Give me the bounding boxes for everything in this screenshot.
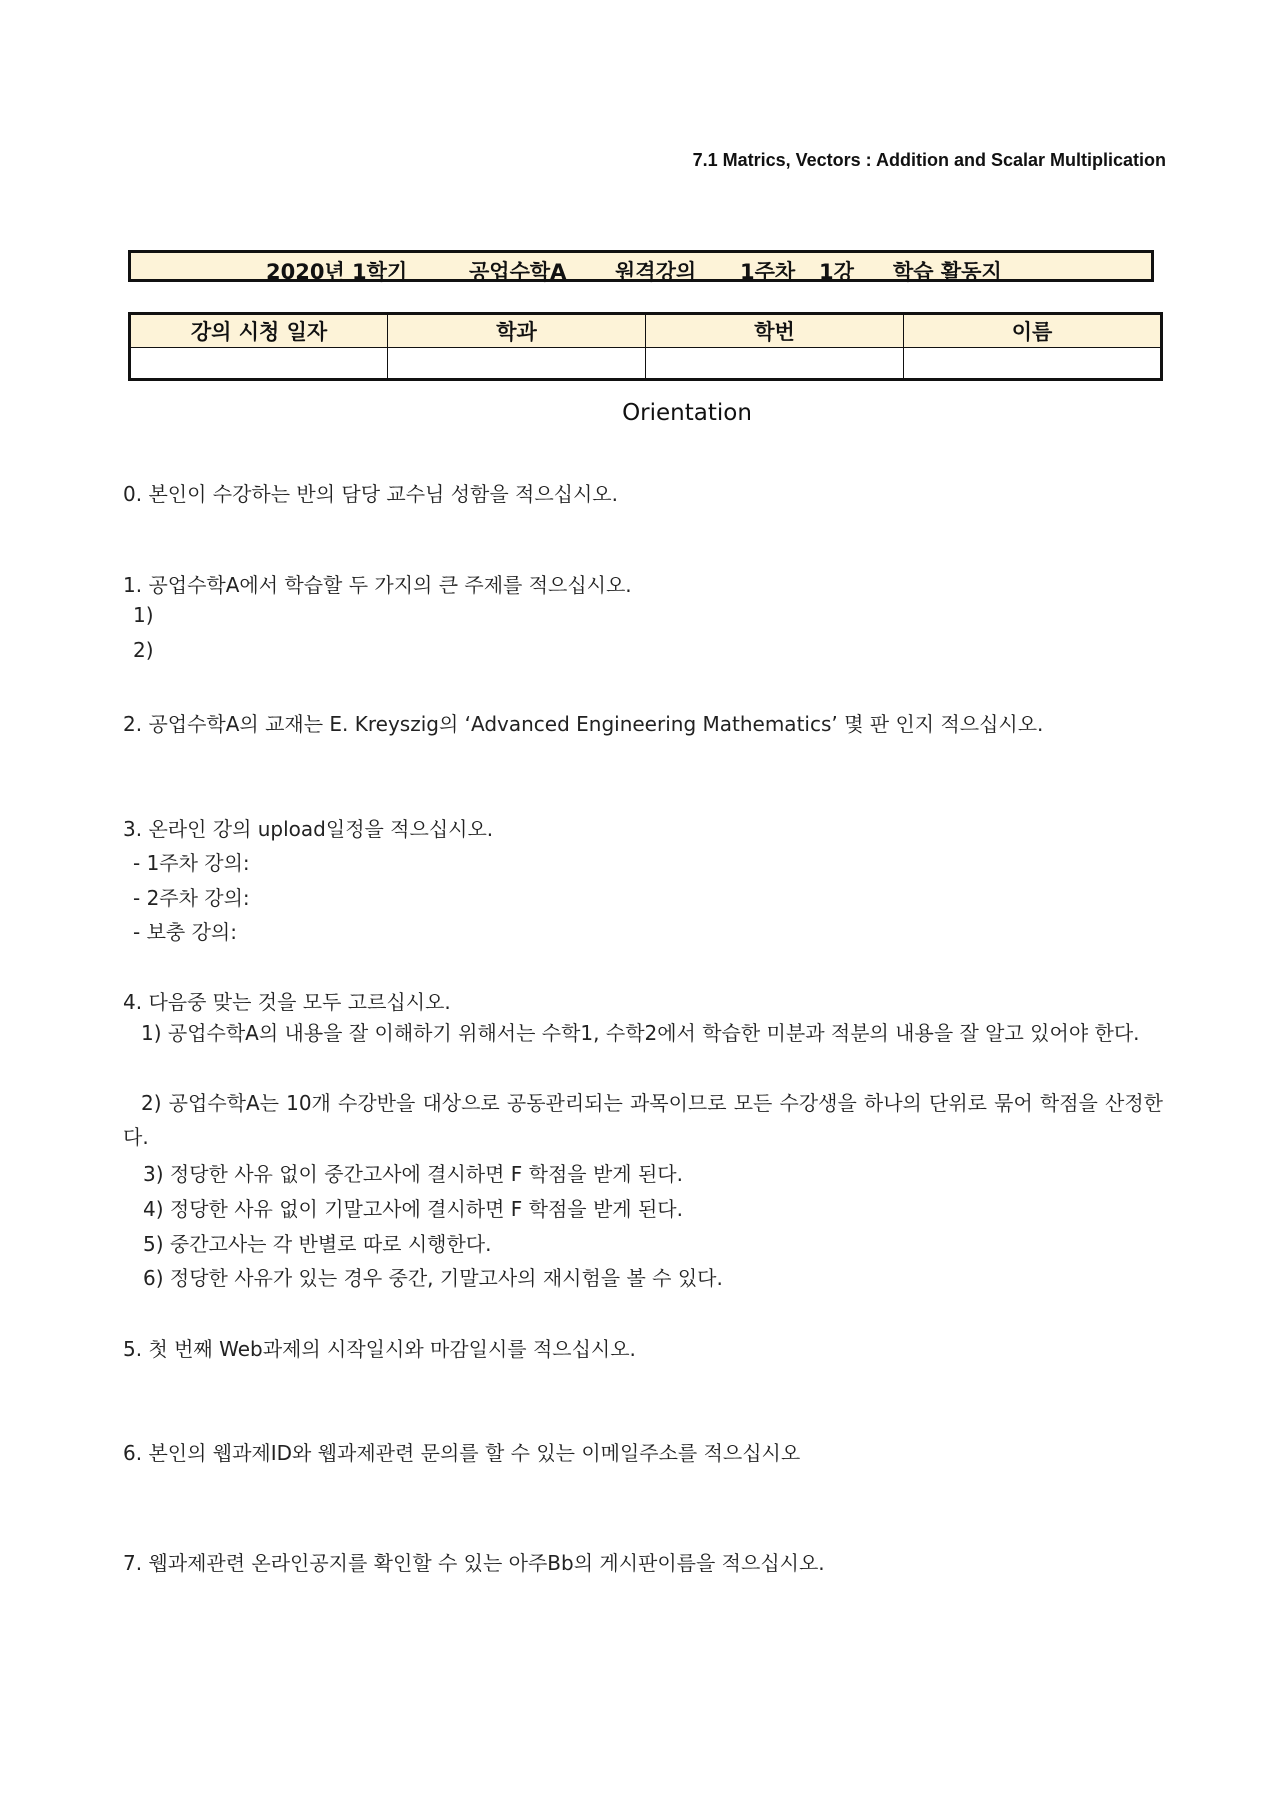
title-mode: 원격강의 [615,260,697,284]
name-field[interactable] [904,348,1162,380]
question-4-option-6: 6) 정당한 사유가 있는 경우 중간, 기말고사의 재시험을 볼 수 있다. [143,1266,723,1290]
question-4: 4. 다음중 맞는 것을 모두 고르십시오. [123,990,451,1014]
title-sheet: 학습 활동지 [893,260,1002,284]
question-4-option-1: 1) 공업수학A의 내용을 잘 이해하기 위해서는 수학1, 수학2에서 학습한 미분과 적분의 내용을 잘 알고 있어야 한다. [141,1021,1140,1045]
question-7: 7. 웹과제관련 온라인공지를 확인할 수 있는 아주Bb의 게시판이름을 적으십시오. [123,1551,825,1575]
title-course: 공업수학A [469,260,567,284]
section-reference: 7.1 Matrics, Vectors : Addition and Scalar Multiplication [692,150,1166,170]
title-lecture: 1강 [819,260,854,284]
question-5: 5. 첫 번째 Web과제의 시작일시와 마감일시를 적으십시오. [123,1337,636,1361]
header-student-id: 학번 [646,314,904,348]
student-id-field[interactable] [646,348,904,380]
title-week: 1주차 [740,260,796,284]
header-department: 학과 [388,314,646,348]
question-1-item-2: 2) [133,638,154,662]
question-6: 6. 본인의 웹과제ID와 웹과제관련 문의를 할 수 있는 이메일주소를 적으십시오 [123,1441,801,1465]
question-4-option-3: 3) 정당한 사유 없이 중간고사에 결시하면 F 학점을 받게 된다. [143,1162,683,1186]
department-field[interactable] [388,348,646,380]
question-3-item-3: - 보충 강의: [133,920,237,944]
question-4-option-2: 2) 공업수학A는 10개 수강반을 대상으로 공동관리되는 과목이므로 모든 수강생을 하나의 단위로 묶어 학점을 산정한다. [123,1091,1163,1149]
question-0: 0. 본인이 수강하는 반의 담당 교수님 성함을 적으십시오. [123,482,618,506]
title-year-term: 2020년 1학기 [266,260,408,284]
question-1-item-1: 1) [133,603,154,627]
header-date: 강의 시청 일자 [130,314,388,348]
date-field[interactable] [130,348,388,380]
title-banner [128,250,1154,282]
question-1: 1. 공업수학A에서 학습할 두 가지의 큰 주제를 적으십시오. [123,573,632,597]
question-2: 2. 공업수학A의 교재는 E. Kreyszig의 ‘Advanced Engineering Mathematics’ 몇 판 인지 적으십시오. [123,712,1044,736]
question-4-option-4: 4) 정당한 사유 없이 기말고사에 결시하면 F 학점을 받게 된다. [143,1197,683,1221]
section-heading: Orientation [622,400,752,426]
question-3-item-2: - 2주차 강의: [133,886,250,910]
student-info-table [128,312,1163,381]
question-3: 3. 온라인 강의 upload일정을 적으십시오. [123,817,494,841]
question-4-option-5: 5) 중간고사는 각 반별로 따로 시행한다. [143,1232,492,1256]
question-3-item-1: - 1주차 강의: [133,851,250,875]
header-name: 이름 [904,314,1162,348]
